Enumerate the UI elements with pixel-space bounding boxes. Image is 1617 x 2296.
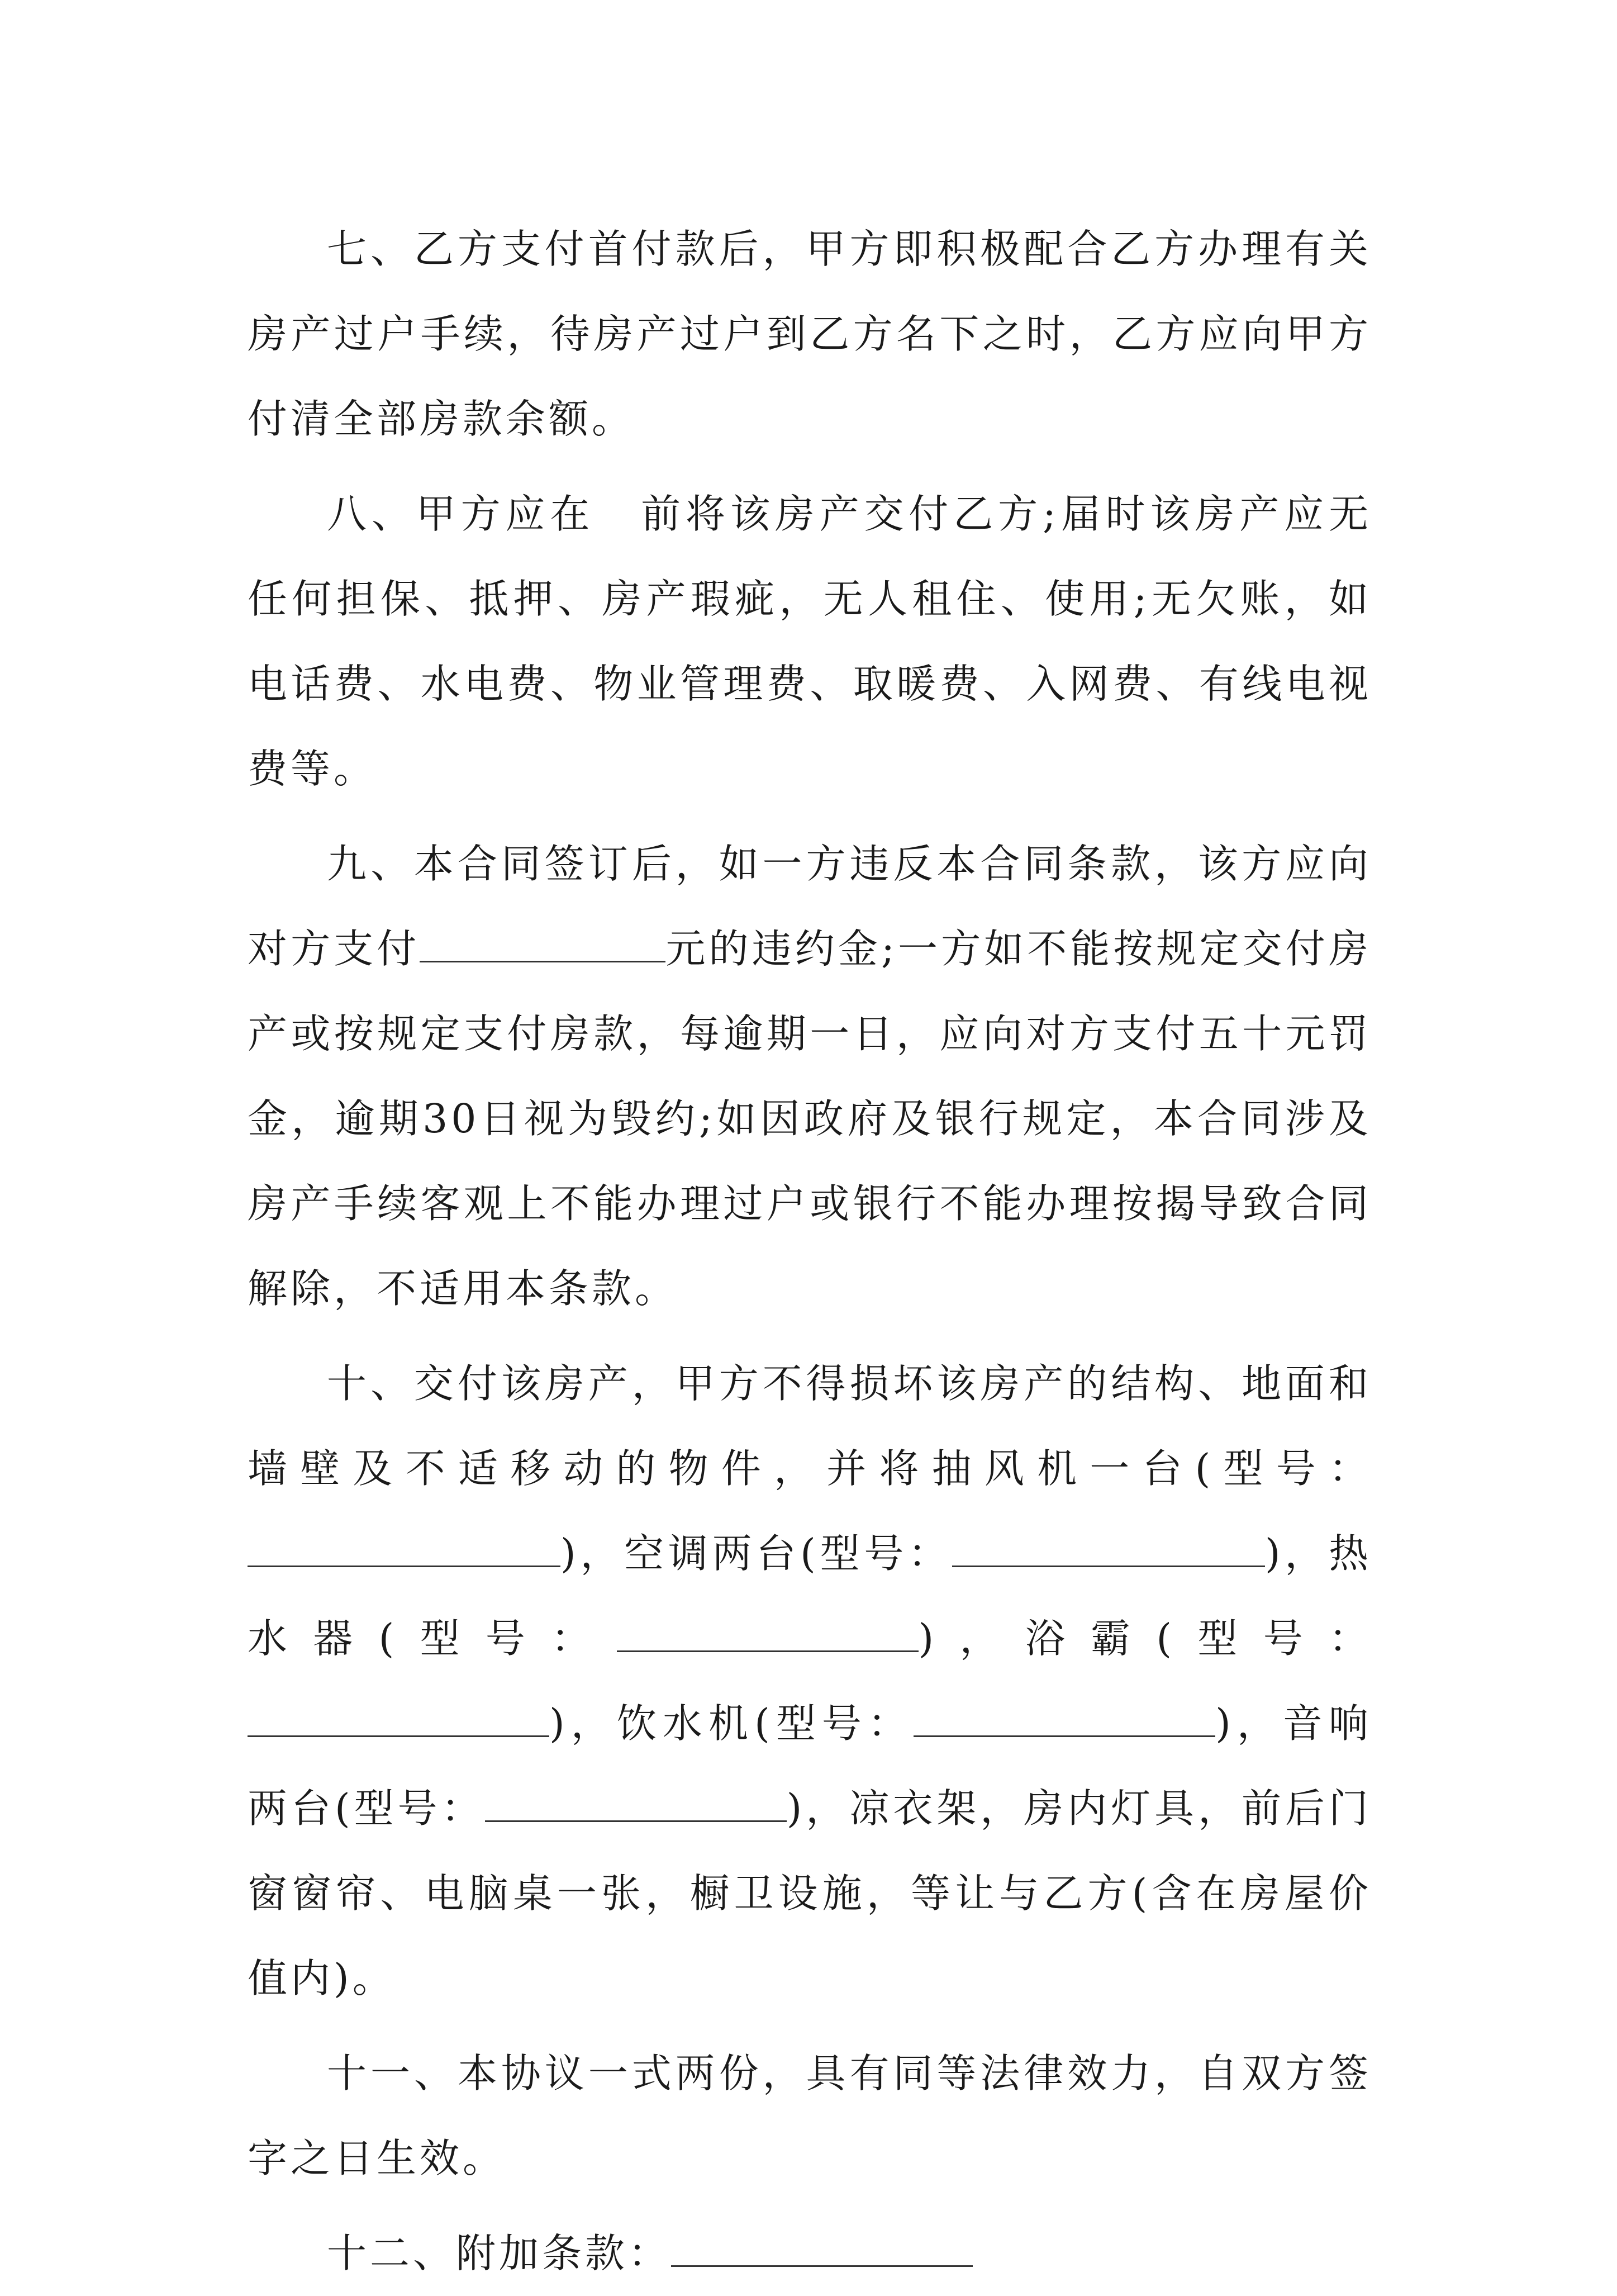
clause-8 bbox=[248, 472, 1372, 812]
clause-10-part2: )，空调两台(型号： bbox=[560, 1530, 952, 1577]
clause-11: 十一、本协议一式两份，具有同等法律效力，自双方签字之日生效。 bbox=[248, 2050, 1372, 2181]
contract-body bbox=[248, 207, 1372, 2296]
clause-9-after: 元的违约金;一方如不能按规定交付房产或按规定支付房款，每逾期一日，应向对方支付五十元罚金，逾期30日视为毁约;如因政府及银行规定，本合同涉及房产手续客观上不能办理过户或银行不能办理按揭导致合同解除，不适用本条款。 bbox=[248, 926, 1372, 1312]
clause-12 bbox=[248, 2211, 1372, 2296]
clause-9-penalty-blank bbox=[420, 927, 665, 962]
additional-terms-blank bbox=[671, 2232, 973, 2267]
clause-7: 七、乙方支付首付款后，甲方即积极配合乙方办理有关房产过户手续，待房产过户到乙方名下之时，乙方应向甲方付清全部房款余额。 bbox=[248, 226, 1372, 442]
clause-10 bbox=[248, 1341, 1372, 2021]
clause-9 bbox=[248, 822, 1372, 1331]
clause-8-date-blank bbox=[595, 494, 639, 528]
clause-9-before: 九、本合同签订后，如一方违反本合同条款，该方应向对方支付 bbox=[248, 841, 1372, 972]
clause-8-after: 前将该房产交付乙方;届时该房产应无任何担保、抵押、房产瑕疵，无人租住、使用;无欠账，如电话费、水电费、物业管理费、取暖费、入网费、有线电视费等。 bbox=[248, 491, 1372, 792]
water-dispenser-model-blank bbox=[914, 1702, 1215, 1737]
speaker-model-blank bbox=[485, 1787, 787, 1822]
clause-10-part6: )，音响两台(型号： bbox=[248, 1700, 1372, 1832]
clause-8-before: 八、甲方应在 bbox=[327, 491, 595, 537]
clause-10-part1: 十、交付该房产，甲方不得损坏该房产的结构、地面和墙壁及不适移动的物件，并将抽风机一台(型号： bbox=[248, 1360, 1372, 1492]
fan-model-blank bbox=[248, 1532, 560, 1567]
bath-heater-model-blank bbox=[248, 1702, 549, 1737]
water-heater-model-blank bbox=[617, 1617, 919, 1652]
clause-10-part5: )，饮水机(型号： bbox=[549, 1700, 914, 1747]
clause-10-part4: )，浴霸(型号： bbox=[918, 1615, 1372, 1662]
ac-model-blank bbox=[952, 1532, 1265, 1567]
clause-10-part7: )，凉衣架，房内灯具，前后门窗窗帘、电脑桌一张，橱卫设施，等让与乙方(含在房屋价值内)。 bbox=[248, 1785, 1372, 2001]
clause-12-label: 十二、附加条款： bbox=[327, 2230, 672, 2276]
clause-10-part3: )，热水器(型号： bbox=[248, 1530, 1372, 1662]
